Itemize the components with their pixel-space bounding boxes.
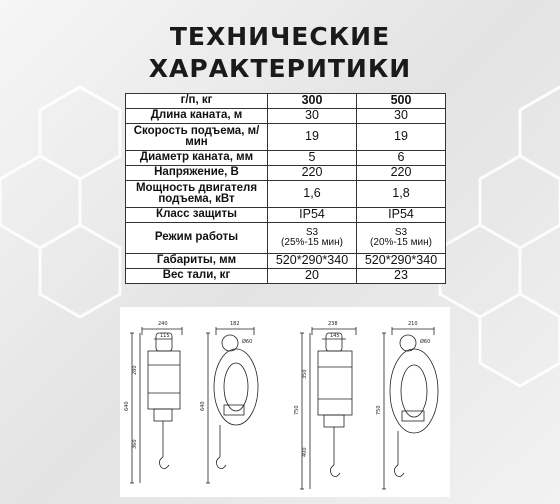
row-value-300: 520*290*340 bbox=[268, 254, 357, 269]
row-label: Класс защиты bbox=[126, 208, 268, 223]
header-col-500: 500 bbox=[357, 94, 446, 109]
table-row bbox=[126, 109, 446, 124]
header-col-300: 300 bbox=[268, 94, 357, 109]
dim-right-side-width: 210 bbox=[408, 321, 418, 327]
mode-sub-500: (20%-15 мин) bbox=[370, 237, 432, 248]
row-label: Напряжение, В bbox=[126, 166, 268, 181]
hoist-drawings-svg bbox=[120, 307, 450, 497]
dim-right-height-total: 750 bbox=[294, 405, 300, 415]
dim-right-inner-width: 145 bbox=[330, 333, 340, 339]
row-value-300: 220 bbox=[268, 166, 357, 181]
row-label: Скорость подъема, м/мин bbox=[126, 124, 268, 151]
table-row bbox=[126, 166, 446, 181]
dim-left-width-top: 240 bbox=[158, 321, 168, 327]
row-value-300: 5 bbox=[268, 151, 357, 166]
dim-left-hook-diameter: Ø60 bbox=[242, 339, 253, 345]
header-label: г/п, кг bbox=[126, 94, 268, 109]
dim-right-height-upper: 350 bbox=[302, 369, 308, 379]
dim-left-height-lower: 360 bbox=[132, 439, 138, 449]
row-value-500: 23 bbox=[357, 269, 446, 284]
dimension-drawings bbox=[120, 307, 450, 497]
row-value-500: 30 bbox=[357, 109, 446, 124]
row-value-300: 20 bbox=[268, 269, 357, 284]
row-label: Вес тали, кг bbox=[126, 269, 268, 284]
page-title-line-1: ТЕХНИЧЕСКИЕ bbox=[169, 22, 391, 51]
table-row bbox=[126, 124, 446, 151]
table-row bbox=[126, 181, 446, 208]
dim-right-width-top: 238 bbox=[328, 321, 338, 327]
row-value-300: IP54 bbox=[268, 208, 357, 223]
row-label: Мощность двигателя подъема, кВт bbox=[126, 181, 268, 208]
row-value-500 bbox=[357, 223, 446, 254]
row-value-300: 19 bbox=[268, 124, 357, 151]
row-value-500: IP54 bbox=[357, 208, 446, 223]
dim-left-side-width: 182 bbox=[230, 321, 240, 327]
left-hoist-front-view bbox=[130, 327, 182, 483]
mode-value-300: S3 bbox=[305, 227, 319, 238]
right-hoist-front-view bbox=[300, 327, 356, 489]
row-value-500: 520*290*340 bbox=[357, 254, 446, 269]
row-label: Габариты, мм bbox=[126, 254, 268, 269]
dim-right-hook-diameter: Ø60 bbox=[420, 339, 431, 345]
table-row bbox=[126, 208, 446, 223]
row-label: Длина каната, м bbox=[126, 109, 268, 124]
table-row bbox=[126, 254, 446, 269]
page-title-line-2: ХАРАКТЕРИТИКИ bbox=[148, 54, 412, 83]
table-header-row bbox=[126, 94, 446, 109]
row-value-300: 30 bbox=[268, 109, 357, 124]
right-hoist-side-view bbox=[382, 327, 438, 489]
dim-right-side-height: 750 bbox=[376, 405, 382, 415]
row-value-300: 1,6 bbox=[268, 181, 357, 208]
row-value-500: 220 bbox=[357, 166, 446, 181]
row-label: Режим работы bbox=[126, 223, 268, 254]
mode-sub-300: (25%-15 мин) bbox=[281, 237, 343, 248]
left-hoist-side-view bbox=[206, 327, 258, 483]
dim-left-inner-width: 115 bbox=[160, 333, 170, 339]
dim-left-side-height: 640 bbox=[200, 401, 206, 411]
dim-left-height-upper: 280 bbox=[132, 365, 138, 375]
table-row bbox=[126, 269, 446, 284]
row-label: Диаметр каната, мм bbox=[126, 151, 268, 166]
row-value-300 bbox=[268, 223, 357, 254]
spec-table bbox=[125, 93, 446, 284]
row-value-500: 19 bbox=[357, 124, 446, 151]
row-value-500: 1,8 bbox=[357, 181, 446, 208]
table-row bbox=[126, 151, 446, 166]
dim-right-height-lower: 400 bbox=[302, 447, 308, 457]
dim-left-height-total: 640 bbox=[124, 401, 130, 411]
mode-value-500: S3 bbox=[394, 227, 408, 238]
row-value-500: 6 bbox=[357, 151, 446, 166]
table-row bbox=[126, 223, 446, 254]
